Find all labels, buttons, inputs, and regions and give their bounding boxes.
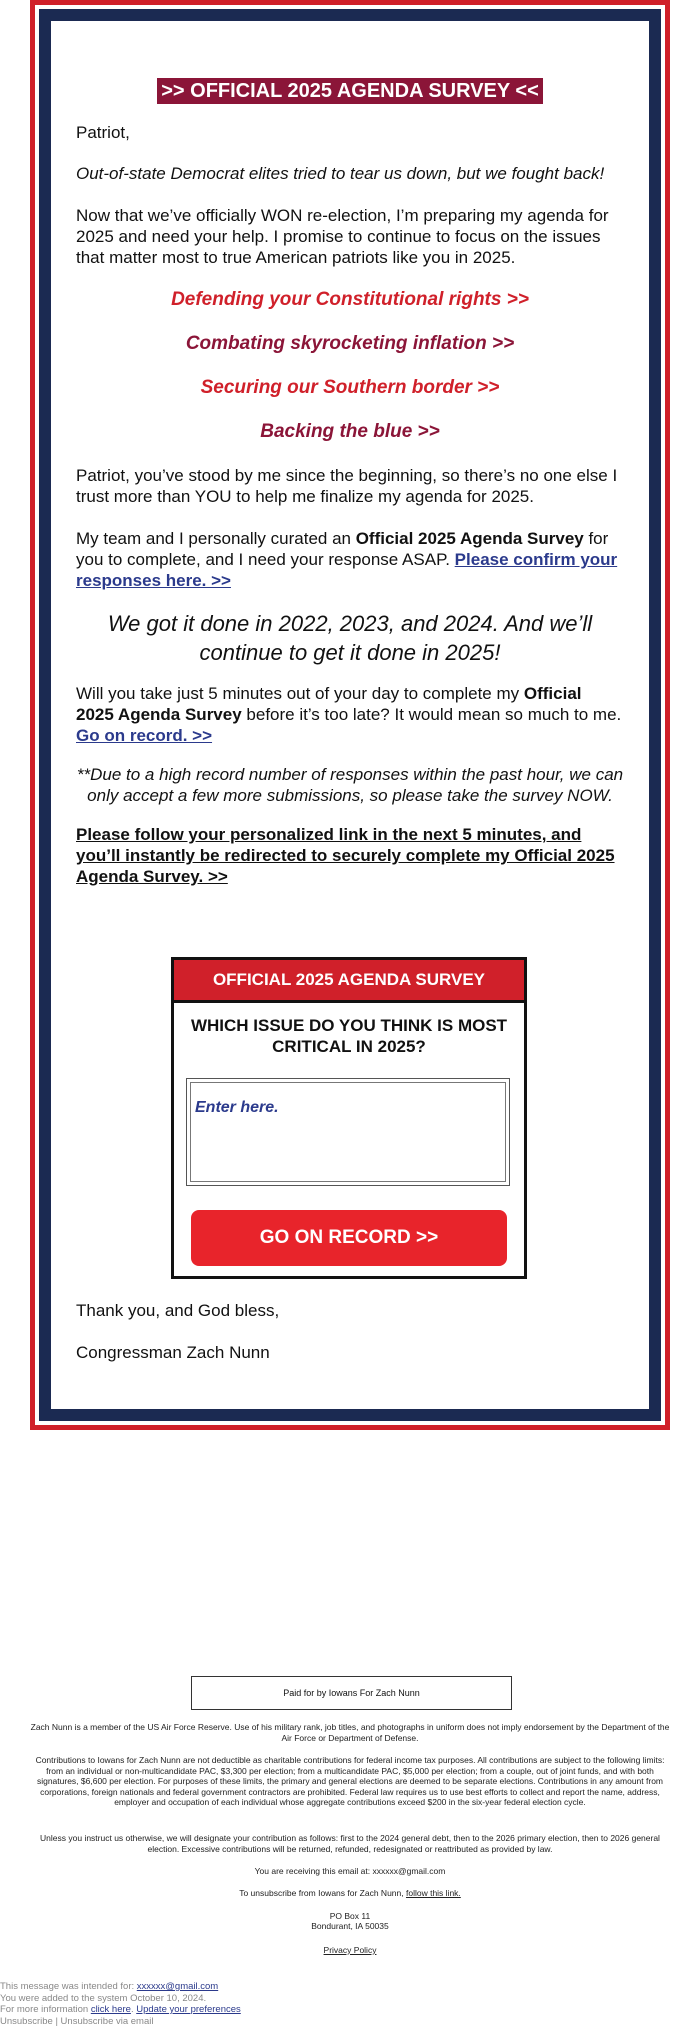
greeting: Patriot,: [76, 123, 130, 142]
update-preferences-link[interactable]: Update your preferences: [136, 2004, 241, 2015]
designation-disclaimer: Unless you instruct us otherwise, we will designate your contribution as follows: first to the 2024 general debt, then to the 2026 primary election, then to 2026 general election. Excessive contributions will be returned, refunded, redesignated or reattributed as provided by law.: [40, 1833, 660, 1854]
unsubscribe-options[interactable]: Unsubscribe | Unsubscribe via email: [0, 2015, 154, 2027]
urgency-notice: **Due to a high record number of responses within the past hour, we can only accept a few more submissions, so please take the survey NOW.: [76, 765, 624, 805]
issue-link-inflation[interactable]: Combating skyrocketing inflation >>: [185, 333, 515, 354]
receiving-email-text: You are receiving this email at: xxxxxx@gmail.com: [254, 1866, 446, 1876]
po-box: PO Box 11: [329, 1911, 371, 1921]
intro-text: Out-of-state Democrat elites tried to tear us down, but we fought back!: [76, 164, 605, 183]
issue-link-southern-border[interactable]: Securing our Southern border >>: [200, 377, 500, 398]
closing: [76, 1300, 624, 1363]
survey-card-header: OFFICIAL 2025 AGENDA SURVEY: [174, 960, 524, 1003]
big-quote: We got it done in 2022, 2023, and 2024. And we’ll continue to get it done in 2025!: [107, 611, 593, 665]
city-address: Bondurant, IA 50035: [311, 1921, 389, 1931]
unsubscribe-link[interactable]: follow this link.: [405, 1888, 461, 1898]
intended-email-link[interactable]: xxxxxx@gmail.com: [136, 1981, 219, 1992]
survey-headline: >> OFFICIAL 2025 AGENDA SURVEY <<: [157, 78, 543, 104]
personalized-survey-link[interactable]: Please follow your personalized link in the next 5 minutes, and you’ll instantly be redirected to securely complete my Official 2025 Agenda Survey. >>: [76, 825, 615, 886]
trust-paragraph: Patriot, you’ve stood by me since the beginning, so there’s no one else I trust more than YOU to help me finalize my agenda for 2025.: [76, 466, 618, 506]
minutes-paragraph: Will you take just 5 minutes out of your day to complete my Official 2025 Agenda Survey before it’s too late? It would mean so much to me. Go on record. >>: [76, 684, 622, 745]
email-body: [76, 66, 624, 887]
contributions-disclaimer: Contributions to Iowans for Zach Nunn are not deductible as charitable contributions for federal income tax purposes. All contributions are subject to the following limits: from an individual or non-multicandidate PAC, $3,300 per election; from a multicandidate PAC, $5,000 per election; from a couple, out of joint funds, and with both signatures, $6,600 per election. For purposes of these limits, the primary and general elections are deemed to be separate elections. Contributions in any amount from corporations, foreign nationals and federal government contractors are prohibited. Federal law requires us to use best efforts to collect and report the name, address, employer and occupation of each individual whose aggregate contributions exceed $200 in the six-year federal election cycle.: [35, 1755, 665, 1807]
survey-answer-placeholder[interactable]: Enter here.: [190, 1082, 506, 1182]
survey-answer-input[interactable]: [186, 1078, 510, 1186]
survey-question: WHICH ISSUE DO YOU THINK IS MOST CRITICAL IN 2025?: [190, 1016, 508, 1056]
confirm-responses-link[interactable]: Please confirm your responses here. >>: [76, 550, 618, 590]
paid-for-disclaimer: Paid for by Iowans For Zach Nunn: [191, 1676, 512, 1710]
privacy-policy-link[interactable]: Privacy Policy: [323, 1945, 377, 1955]
click-here-link[interactable]: click here: [90, 2004, 131, 2015]
air-force-disclaimer: Zach Nunn is a member of the US Air Force Reserve. Use of his military rank, job titles, and photographs in uniform does not imply endorsement by the Department of the Air Force or Department of Defense.: [30, 1722, 670, 1743]
go-on-record-link[interactable]: Go on record. >>: [76, 726, 213, 745]
team-paragraph: My team and I personally curated an Official 2025 Agenda Survey for you to complete, and I need your response ASAP. Please confirm your responses here. >>: [76, 529, 618, 590]
system-footer: This message was intended for: xxxxxx@gmail.com You were added to the system October 10, 2024. For more information click here. Update your preferences Unsubscribe | Unsubscribe via email: [0, 1981, 420, 2027]
survey-card: [171, 957, 527, 1279]
closing-thanks: Thank you, and God bless,: [76, 1301, 280, 1320]
privacy-policy-line: [30, 1945, 670, 1956]
added-date-text: You were added to the system October 10, 2024.: [0, 1992, 207, 2004]
go-on-record-button[interactable]: GO ON RECORD >>: [191, 1210, 507, 1266]
issue-link-constitutional-rights[interactable]: Defending your Constitutional rights >>: [171, 289, 529, 310]
won-paragraph: Now that we’ve officially WON re-election, I’m preparing my agenda for 2025 and need your help. I promise to continue to focus on the issues that matter most to true American patriots like you in 2025.: [76, 206, 609, 267]
unsubscribe-line: To unsubscribe from Iowans for Zach Nunn, follow this link.: [239, 1888, 461, 1898]
signature: Congressman Zach Nunn: [76, 1343, 270, 1362]
issue-link-backing-blue[interactable]: Backing the blue >>: [260, 421, 440, 442]
